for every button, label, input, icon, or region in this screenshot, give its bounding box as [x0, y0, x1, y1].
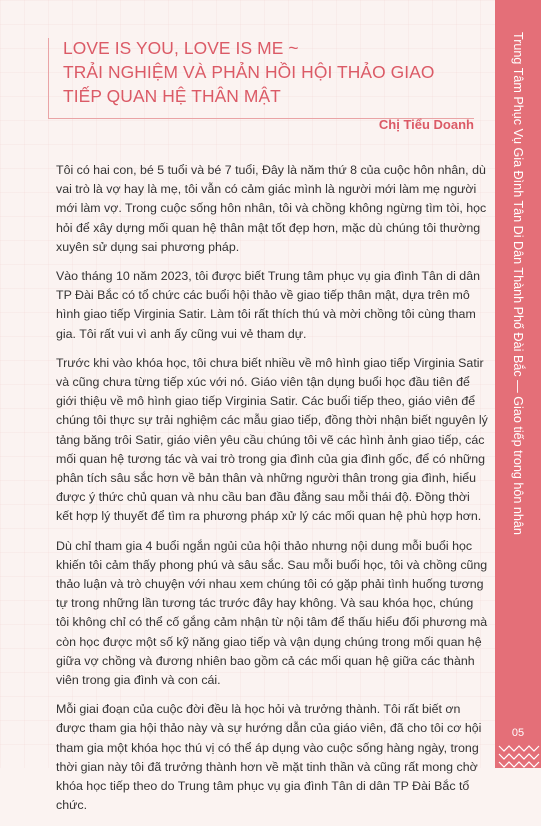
author-name: Chị Tiểu Doanh [378, 117, 474, 132]
title-line-3: TIẾP QUAN HỆ THÂN MẬT [63, 86, 281, 106]
paragraph-5: Mỗi giai đoạn của cuộc đời đều là học hỏi và trưởng thành. Tôi rất biết ơn được tham gia hội thảo này và sự hướng dẫn của giáo viên, đã cho tôi cơ hội tham gia một khóa học thú vị có thể áp dụng vào cuộc sống hàng ngày, trong thời gian này tôi đã trưởng thành hơn về mặt tinh thần và cũng rất mong chờ khóa học tiếp theo do Trung tâm phục vụ gia đình Tân di dân TP Đài Bắc tổ chức. [56, 702, 482, 813]
article-body [56, 161, 488, 826]
page-number: 05 [511, 727, 525, 739]
title-line-2: TRẢI NGHIỆM VÀ PHẢN HỒI HỘI THẢO GIAO [63, 62, 435, 82]
article-title [63, 36, 483, 108]
sidebar-vertical-text: Trung Tâm Phục Vụ Gia Đình Tân Di Dân Thành Phố Đài Bắc — Giao tiếp trong hôn nhân [511, 32, 525, 535]
paragraph-2: Vào tháng 10 năm 2023, tôi được biết Trung tâm phục vụ gia đình Tân di dân TP Đài Bắc có tổ chức các buổi hội thảo về giao tiếp thân mật, dựa trên mô hình giao tiếp Virginia Satir. Làm tôi rất thích thú và mời chồng tôi cùng tham gia. Tôi rất vui vì anh ấy cũng vui vẻ tham dự. [56, 269, 480, 341]
paragraph-3: Trước khi vào khóa học, tôi chưa biết nhiều về mô hình giao tiếp Virginia Satir và cũng chưa từng tiếp xúc với nó. Giáo viên tận dụng buổi học đầu tiên để giới thiệu về mô hình giao tiếp Virginia Satir. Các buổi tiếp theo, giáo viên để chúng tôi thực sự trải nghiệm các mẫu giao tiếp, đồng thời nhận biết nguyên lý tảng băng trôi Satir, giáo viên yêu cầu chúng tôi vẽ các hình ảnh giao tiếp, các mối quan hệ tương tác và vai trò trong gia đình của gia đình gốc, để có những phân tích sâu sắc hơn về bản thân và những người thân trong gia đình, hiểu được ý thức chủ quan và nhu cầu ban đầu đằng sau mỗi thái độ. Đồng thời kết hợp lý thuyết để tìm ra phương pháp xử lý các mối quan hệ phù hợp hơn. [56, 355, 488, 524]
paragraph-1: Tôi có hai con, bé 5 tuổi và bé 7 tuổi, Đây là năm thứ 8 của cuộc hôn nhân, dù vai trò là vợ hay là mẹ, tôi vẫn có cảm giác mình là người mới làm mẹ người mới làm vợ. Trong cuộc sống hôn nhân, tôi và chồng không ngừng tìm tòi, học hỏi để xây dựng mối quan hệ thân mật tốt đẹp hơn, mặc dù chúng tôi thường xuyên sử dụng sai phương pháp. [56, 163, 487, 254]
zigzag-ornament [495, 742, 541, 768]
title-line-1: LOVE IS YOU, LOVE IS ME ~ [63, 38, 299, 58]
paragraph-4: Dù chỉ tham gia 4 buổi ngắn ngủi của hội thảo nhưng nội dung mỗi buổi học khiến tôi cảm thấy phong phú và sâu sắc. Sau mỗi buổi học, tôi và chồng cũng thảo luận và trò chuyện với nhau xem chúng tôi có gặp phải tình huống tương tự trong những lần tương tác trước đây hay không. Và sau khóa học, chúng tôi không chỉ có thể cố gắng cảm nhận từ nội tâm để thấu hiểu đối phương mà còn học được một số kỹ năng giao tiếp và vận dụng chúng trong mối quan hệ giữa vợ chồng và đương nhiên bao gồm cả các mối quan hệ giữa các thành viên trong gia đình và con cái. [56, 538, 488, 688]
